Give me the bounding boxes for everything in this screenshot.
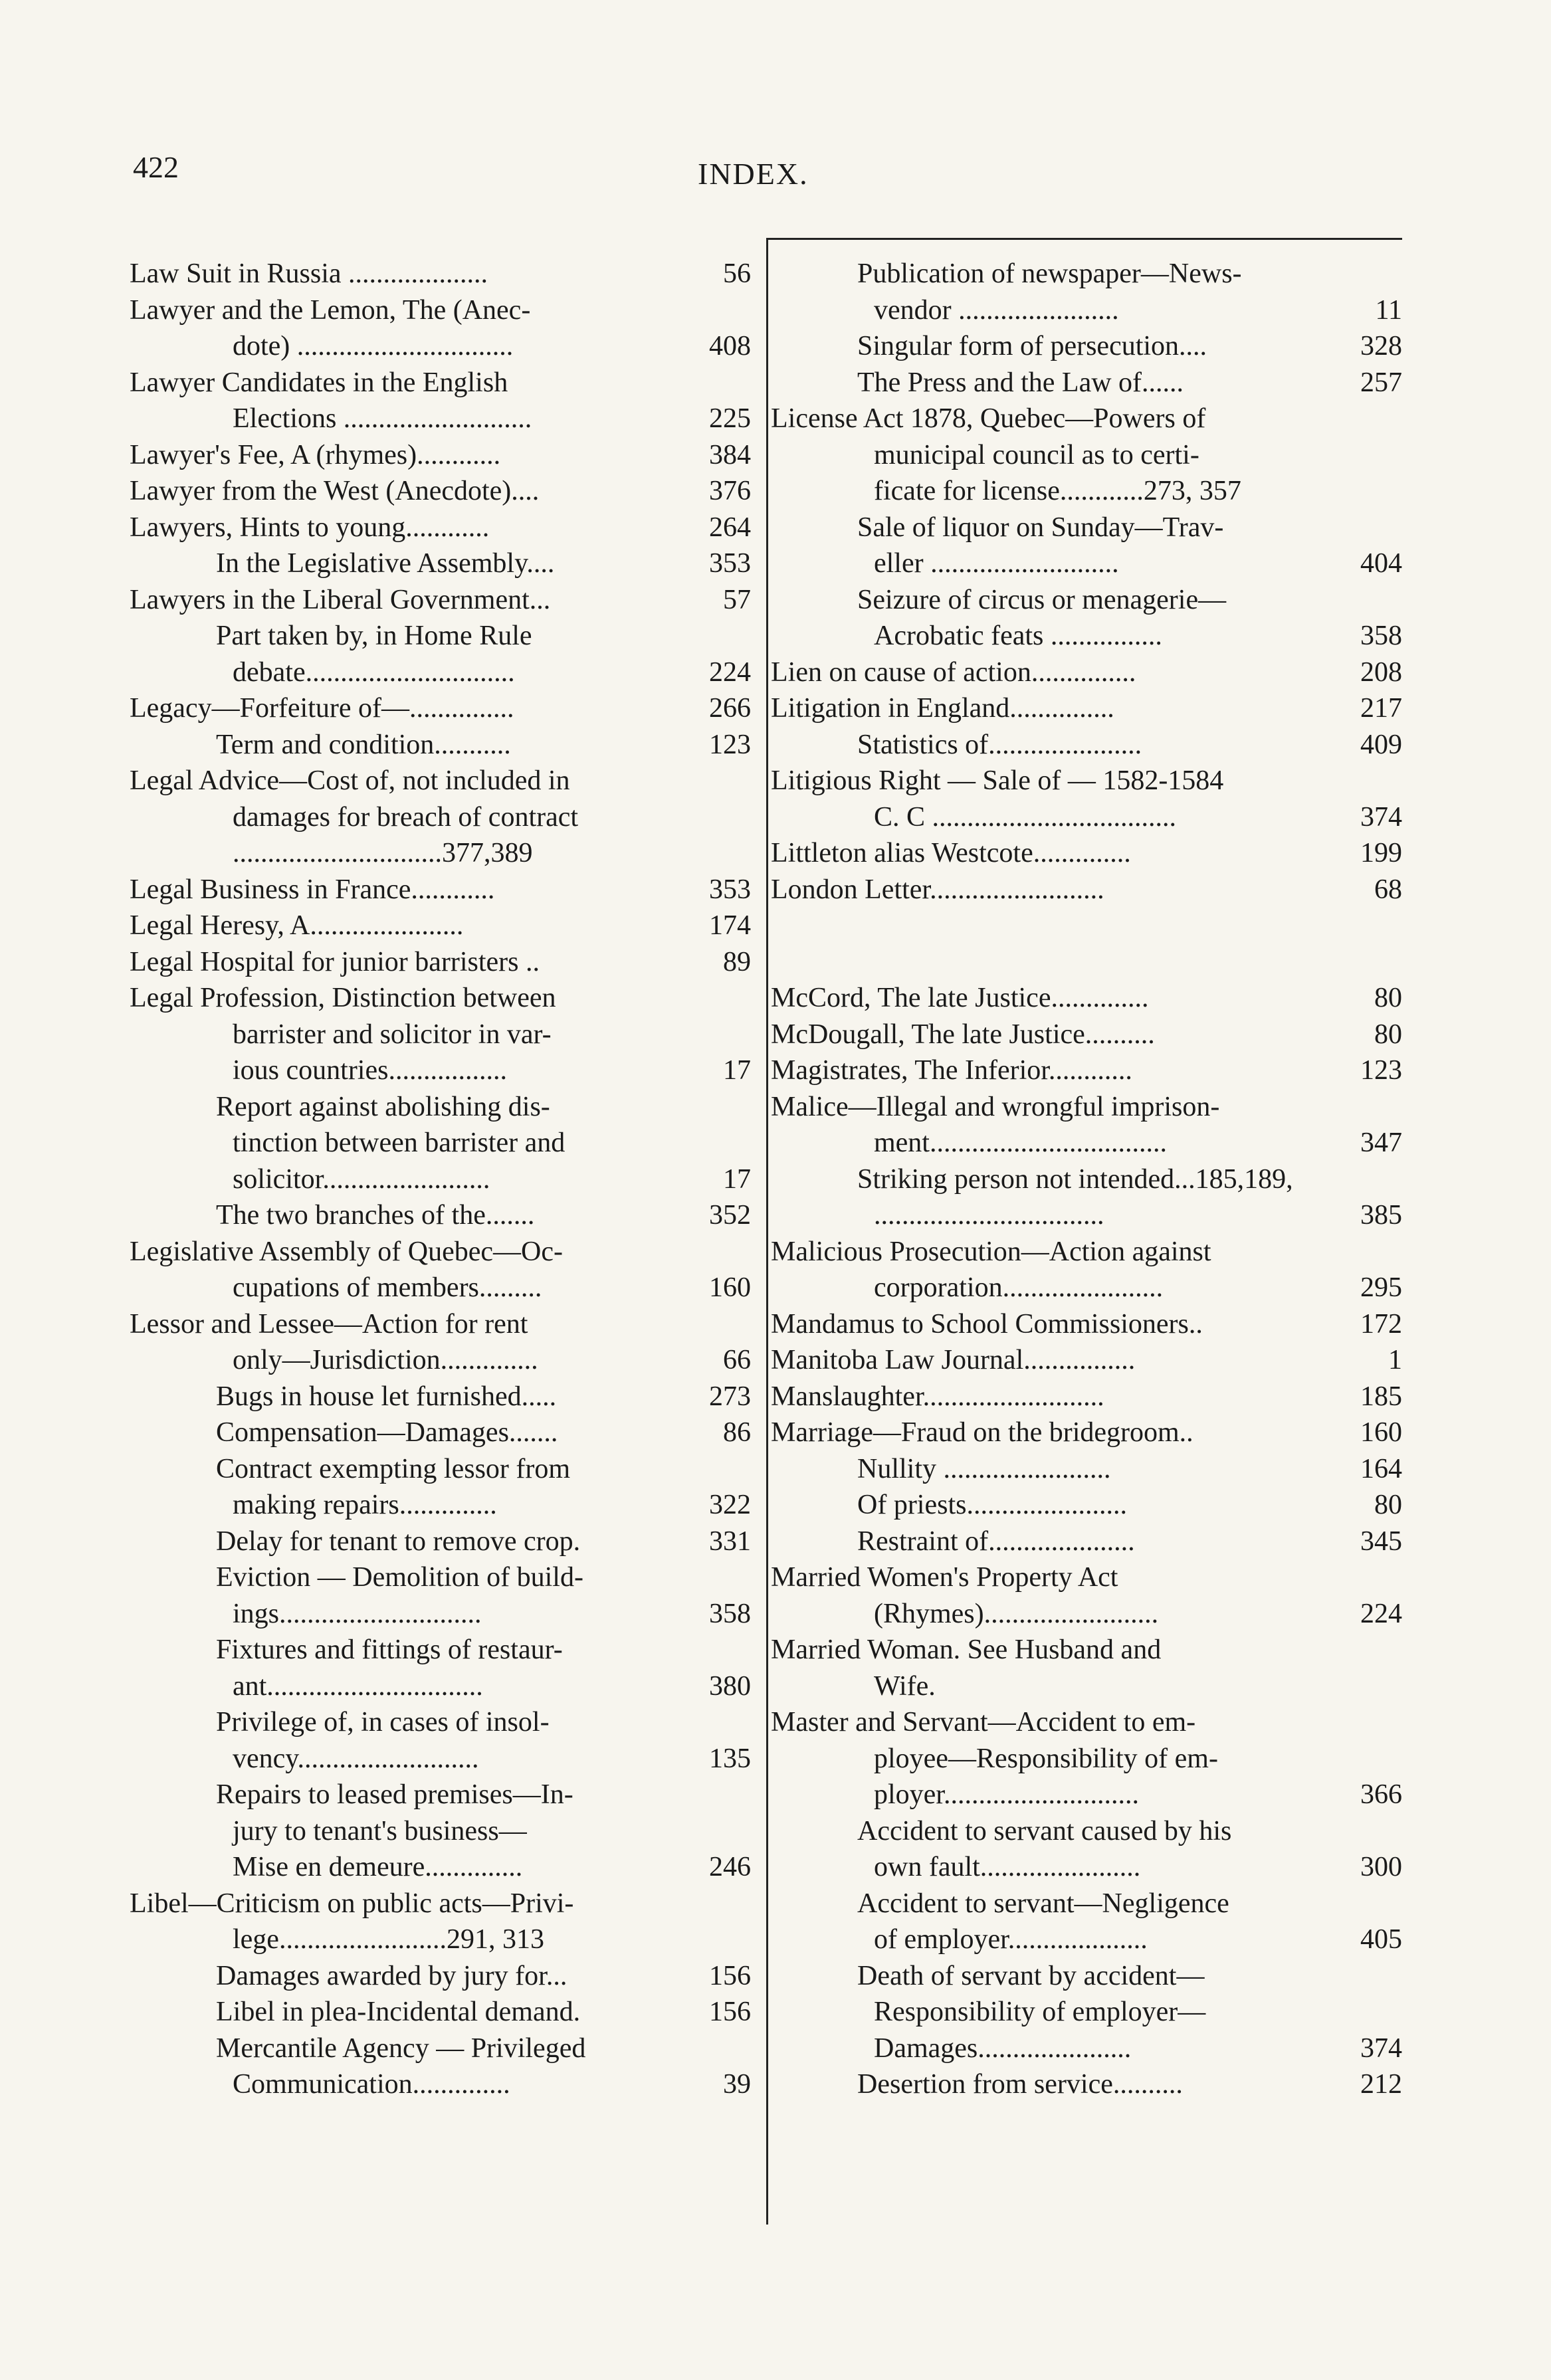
index-entry-line	[130, 1632, 751, 1668]
index-entry-line	[130, 908, 751, 944]
page-reference: 374	[1360, 2033, 1402, 2064]
index-entry-text: Restraint of.....................	[857, 1526, 1135, 1557]
index-entry-text: ment..................................	[874, 1128, 1167, 1158]
page-number: 422	[133, 150, 179, 184]
index-entry-line	[771, 654, 1402, 691]
index-entry-line	[130, 545, 751, 582]
index-entry-line	[771, 1596, 1402, 1633]
page-reference: 80	[1374, 1019, 1402, 1050]
index-entry-line	[130, 1161, 751, 1198]
index-entry-text: Fixtures and fittings of restaur-	[216, 1635, 563, 1665]
page-reference: 224	[709, 656, 751, 688]
index-entry-text: Repairs to leased premises—In-	[216, 1779, 573, 1810]
page-reference: 164	[1360, 1453, 1402, 1484]
page-reference: 80	[1374, 983, 1402, 1013]
index-entry-line	[771, 980, 1402, 1017]
index-entry-text: Lawyer and the Lemon, The (Anec-	[130, 294, 531, 326]
index-entry-text: Singular form of persecution....	[857, 331, 1207, 361]
index-entry-text: jury to tenant's business—	[233, 1815, 527, 1846]
index-entry-line	[771, 1451, 1402, 1488]
index-entry-line	[771, 799, 1402, 836]
page-reference: 384	[709, 439, 751, 470]
index-entry-text: Statistics of......................	[857, 729, 1142, 760]
index-entry-text: Lawyers, Hints to young............	[130, 512, 490, 543]
index-entry-line	[771, 1524, 1402, 1560]
index-entry-text: Legal Heresy, A......................	[130, 910, 464, 941]
index-entry-text: C. C ...................................	[874, 801, 1177, 833]
page-reference: 345	[1360, 1526, 1402, 1557]
index-entry-text: debate..............................	[233, 656, 515, 688]
index-entry-line	[130, 1197, 751, 1234]
index-entry-text: London Letter.........................	[771, 874, 1104, 905]
index-entry-text: Litigious Right — Sale of — 1582-1584	[771, 765, 1224, 796]
index-entry-text: The Press and the Law of......	[857, 367, 1184, 398]
index-entry-line	[130, 1125, 751, 1161]
page-reference: 185	[1360, 1381, 1402, 1412]
index-entry-line	[130, 1596, 751, 1633]
page-reference: 174	[709, 910, 751, 941]
index-entry-text: making repairs..............	[233, 1490, 497, 1520]
index-entry-line	[771, 1777, 1402, 1813]
index-entry-line	[771, 1704, 1402, 1741]
page-reference: 135	[709, 1743, 751, 1774]
index-entry-line	[130, 1741, 751, 1777]
page-reference: 353	[709, 548, 751, 579]
index-entry-text: Seizure of circus or menagerie—	[857, 584, 1227, 615]
page-reference: 123	[1360, 1055, 1402, 1086]
index-entry-text: solicitor........................	[233, 1163, 490, 1195]
index-entry-line	[130, 618, 751, 654]
index-entry-line	[771, 545, 1402, 582]
index-entry-line	[130, 1524, 751, 1560]
index-entry-text: Accident to servant—Negligence	[857, 1888, 1229, 1919]
index-entry-text: municipal council as to certi-	[874, 439, 1199, 470]
index-entry-text: Eviction — Demolition of build-	[216, 1562, 583, 1593]
index-entry-line	[130, 1415, 751, 1451]
page-reference: 123	[709, 729, 751, 760]
page-reference: 408	[709, 331, 751, 361]
index-entry-text: Elections ...........................	[233, 403, 532, 434]
page-reference: 224	[1360, 1598, 1402, 1629]
index-entry-line	[130, 401, 751, 437]
index-entry-line	[771, 1559, 1402, 1596]
index-entry-line	[771, 437, 1402, 474]
index-entry-line	[771, 1197, 1402, 1234]
index-entry-text: Term and condition...........	[216, 729, 511, 760]
page-reference: 80	[1374, 1490, 1402, 1520]
index-entry-line	[130, 1270, 751, 1306]
index-entry-text: Sale of liquor on Sunday—Trav-	[857, 512, 1224, 543]
index-entry-text: Legacy—Forfeiture of—...............	[130, 693, 514, 724]
page-reference: 257	[1360, 367, 1402, 398]
index-entry-line	[130, 1886, 751, 1922]
index-entry-line	[771, 872, 1402, 908]
index-entry-text: Damages awarded by jury for...	[216, 1960, 568, 1991]
index-entry-text: Responsibility of employer—	[874, 1997, 1206, 2027]
page-reference: 17	[723, 1163, 751, 1195]
page-reference: 366	[1360, 1779, 1402, 1810]
index-entry-text: ..............................377,389	[233, 838, 533, 868]
index-entry-text: vendor .......................	[874, 294, 1119, 326]
index-entry-text: Bugs in house let furnished.....	[216, 1381, 557, 1412]
index-entry-line	[771, 1161, 1402, 1198]
index-entry-line	[130, 1704, 751, 1741]
index-entry-line	[130, 690, 751, 727]
index-entry-line	[130, 1777, 751, 1813]
index-entry-text: Lien on cause of action...............	[771, 656, 1136, 688]
index-entry-text: Malice—Illegal and wrongful imprison-	[771, 1091, 1220, 1122]
index-entry-text: ious countries.................	[233, 1055, 507, 1086]
index-entry-text: Mise en demeure..............	[233, 1852, 523, 1882]
index-entry-line	[771, 365, 1402, 401]
page-reference: 57	[723, 584, 751, 615]
index-entry-line	[771, 1958, 1402, 1995]
index-entry-line	[771, 1342, 1402, 1379]
index-entry-line	[771, 2031, 1402, 2067]
index-entry-line	[771, 1994, 1402, 2031]
page-reference: 273	[709, 1381, 751, 1412]
index-entry-text: Report against abolishing dis-	[216, 1091, 550, 1122]
index-entry-line	[771, 1741, 1402, 1777]
index-entry-text: Mandamus to School Commissioners..	[771, 1308, 1203, 1339]
page-reference: 66	[723, 1345, 751, 1375]
index-entry-text: Legal Profession, Distinction between	[130, 983, 556, 1013]
index-entry-line	[771, 328, 1402, 365]
index-entry-text: Littleton alias Westcote..............	[771, 838, 1131, 868]
index-entry-text: Lawyer from the West (Anecdote)....	[130, 476, 540, 506]
page-reference: 199	[1360, 838, 1402, 868]
page-reference: 1	[1388, 1345, 1402, 1375]
page-reference: 404	[1360, 548, 1402, 579]
index-entry-text: Magistrates, The Inferior............	[771, 1055, 1132, 1086]
index-entry-text: own fault.......................	[874, 1852, 1141, 1882]
index-entry-line	[130, 510, 751, 546]
page-reference: 86	[723, 1417, 751, 1448]
page-reference: 17	[723, 1055, 751, 1086]
index-entry-text: Accident to servant caused by his	[857, 1815, 1232, 1846]
index-entry-text: Nullity ........................	[857, 1453, 1111, 1484]
page-reference: 347	[1360, 1128, 1402, 1158]
index-entry-text: Lawyer Candidates in the English	[130, 367, 508, 398]
page-reference: 409	[1360, 729, 1402, 760]
index-entry-line	[130, 980, 751, 1017]
index-entry-text: Acrobatic feats ................	[874, 621, 1162, 651]
index-entry-text: barrister and solicitor in var-	[233, 1019, 552, 1050]
index-entry-text: Master and Servant—Accident to em-	[771, 1707, 1196, 1737]
index-entry-line	[771, 582, 1402, 619]
index-entry-line	[130, 2031, 751, 2067]
index-entry-line	[771, 1125, 1402, 1161]
index-entry-text: Lawyers in the Liberal Government...	[130, 584, 551, 615]
index-entry-text: (Rhymes).........................	[874, 1598, 1159, 1629]
index-entry-line	[130, 727, 751, 763]
page-reference: 300	[1360, 1852, 1402, 1882]
page-reference: 376	[709, 476, 751, 506]
page-reference: 160	[709, 1272, 751, 1303]
index-entry-line	[130, 1234, 751, 1270]
index-entry-line	[771, 1379, 1402, 1415]
page-reference: 225	[709, 403, 751, 434]
index-entry-text: In the Legislative Assembly....	[216, 548, 555, 579]
index-entry-line	[130, 2066, 751, 2103]
index-entry-line	[130, 256, 751, 292]
index-entry-text: vency..........................	[233, 1743, 479, 1774]
index-entry-line	[130, 1849, 751, 1886]
index-entry-line	[771, 1306, 1402, 1343]
index-entry-text: Lawyer's Fee, A (rhymes)............	[130, 439, 501, 470]
index-entry-text: ployee—Responsibility of em-	[874, 1743, 1218, 1774]
index-column-left	[130, 256, 751, 2103]
index-entry-line	[130, 1379, 751, 1415]
index-entry-line	[130, 1994, 751, 2031]
index-entry-line	[771, 1052, 1402, 1089]
page-reference: 328	[1360, 331, 1402, 361]
index-entry-line	[771, 1668, 1402, 1705]
page-reference: 353	[709, 874, 751, 905]
index-entry-line	[130, 1559, 751, 1596]
page-reference: 264	[709, 512, 751, 543]
index-entry-text: ings.............................	[233, 1598, 482, 1629]
page-reference: 352	[709, 1200, 751, 1231]
index-entry-text: Legal Advice—Cost of, not included in	[130, 765, 570, 796]
page-reference: 212	[1360, 2069, 1402, 2100]
index-entry-line	[771, 763, 1402, 799]
index-entry-text: Litigation in England...............	[771, 693, 1114, 724]
index-entry-line	[771, 1089, 1402, 1126]
index-entry-text: Lessor and Lessee—Action for rent	[130, 1308, 528, 1339]
index-entry-text: Damages......................	[874, 2033, 1132, 2064]
page-reference: 295	[1360, 1272, 1402, 1303]
index-entry-line	[771, 292, 1402, 329]
index-entry-line	[771, 1270, 1402, 1306]
index-entry-line	[771, 1487, 1402, 1524]
page-reference: 68	[1374, 874, 1402, 905]
index-entry-text: Malicious Prosecution—Action against	[771, 1236, 1211, 1267]
index-entry-line	[130, 437, 751, 474]
index-entry-text: Mercantile Agency — Privileged	[216, 2033, 586, 2064]
index-entry-text: McCord, The late Justice..............	[771, 983, 1149, 1013]
index-entry-text: Part taken by, in Home Rule	[216, 621, 532, 651]
index-entry-line	[771, 1017, 1402, 1053]
index-entry-line	[771, 1886, 1402, 1922]
index-entry-line	[130, 654, 751, 691]
index-entry-line	[771, 256, 1402, 292]
index-entry-text: Privilege of, in cases of insol-	[216, 1707, 550, 1737]
index-entry-line	[130, 944, 751, 981]
page-title: INDEX.	[698, 157, 809, 191]
index-entry-text: .................................	[874, 1200, 1104, 1231]
index-entry-text: Delay for tenant to remove crop.	[216, 1526, 581, 1557]
index-entry-text: ficate for license............273, 357	[874, 476, 1241, 506]
index-entry-text: cupations of members.........	[233, 1272, 542, 1303]
page-reference: 56	[723, 258, 751, 289]
index-entry-line	[130, 872, 751, 908]
index-entry-text: Striking person not intended...185,189,	[857, 1163, 1293, 1195]
index-entry-line	[130, 1342, 751, 1379]
index-entry-text: Manslaughter..........................	[771, 1381, 1104, 1412]
page-reference: 331	[709, 1526, 751, 1557]
index-entry-text: McDougall, The late Justice..........	[771, 1019, 1155, 1050]
index-entry-text: only—Jurisdiction..............	[233, 1345, 538, 1375]
page-reference: 266	[709, 693, 751, 724]
index-entry-text: Libel in plea-Incidental demand.	[216, 1997, 581, 2027]
index-entry-text: Marriage—Fraud on the bridegroom..	[771, 1417, 1193, 1448]
index-entry-text: License Act 1878, Quebec—Powers of	[771, 403, 1206, 434]
index-entry-line	[771, 1813, 1402, 1850]
index-entry-line	[130, 763, 751, 799]
index-entry-line	[771, 1632, 1402, 1668]
page-reference: 322	[709, 1490, 751, 1520]
index-entry-line	[771, 1415, 1402, 1451]
page-reference: 358	[1360, 621, 1402, 651]
index-entry-line	[130, 1306, 751, 1343]
index-entry-line	[771, 690, 1402, 727]
index-entry-line	[130, 1089, 751, 1126]
index-entry-line	[771, 835, 1402, 872]
header-rule	[768, 238, 1402, 240]
page-reference: 208	[1360, 656, 1402, 688]
index-entry-text: tinction between barrister and	[233, 1128, 566, 1158]
index-entry-line	[771, 401, 1402, 437]
index-entry-text: Manitoba Law Journal................	[771, 1345, 1136, 1375]
column-divider	[766, 238, 768, 2225]
index-entry-text: Married Woman. See Husband and	[771, 1635, 1162, 1665]
index-entry-line	[771, 1922, 1402, 1958]
index-entry-line	[130, 1668, 751, 1705]
page-reference: 156	[709, 1960, 751, 1991]
index-entry-line	[130, 328, 751, 365]
page-reference: 374	[1360, 801, 1402, 833]
index-entry-text: Libel—Criticism on public acts—Privi-	[130, 1888, 574, 1919]
index-entry-text: Legal Business in France............	[130, 874, 495, 905]
index-entry-text: Compensation—Damages.......	[216, 1417, 558, 1448]
index-entry-line	[771, 473, 1402, 510]
index-entry-line	[130, 473, 751, 510]
index-entry-text: Wife.	[874, 1670, 936, 1702]
index-entry-text: dote) ...............................	[233, 331, 514, 361]
index-entry-line	[771, 908, 1402, 944]
page-reference: 160	[1360, 1417, 1402, 1448]
page-reference: 156	[709, 1997, 751, 2027]
index-entry-text: Publication of newspaper—News-	[857, 258, 1242, 289]
index-entry-line	[130, 1813, 751, 1850]
index-entry-line	[771, 618, 1402, 654]
index-entry-line	[130, 1487, 751, 1524]
index-entry-line	[130, 835, 751, 872]
index-entry-line	[771, 510, 1402, 546]
index-entry-text: The two branches of the.......	[216, 1200, 535, 1231]
index-entry-line	[130, 365, 751, 401]
index-entry-text: Desertion from service..........	[857, 2069, 1183, 2100]
page-reference: 385	[1360, 1200, 1402, 1231]
index-entry-line	[771, 727, 1402, 763]
page-reference: 246	[709, 1852, 751, 1882]
index-entry-text: corporation.......................	[874, 1272, 1164, 1303]
index-entry-text: Married Women's Property Act	[771, 1562, 1118, 1593]
index-entry-text: Legal Hospital for junior barristers ..	[130, 946, 540, 977]
index-entry-text: Law Suit in Russia ....................	[130, 258, 488, 289]
index-entry-text: Death of servant by accident—	[857, 1960, 1205, 1991]
index-entry-text: Of priests.......................	[857, 1490, 1127, 1520]
index-entry-line	[771, 1234, 1402, 1270]
index-entry-line	[130, 292, 751, 329]
index-entry-line	[771, 944, 1402, 981]
page-reference: 380	[709, 1670, 751, 1702]
index-entry-text: damages for breach of contract	[233, 801, 579, 833]
page-reference: 405	[1360, 1924, 1402, 1955]
index-entry-text: Legislative Assembly of Quebec—Oc-	[130, 1236, 563, 1267]
index-entry-text: ployer............................	[874, 1779, 1139, 1810]
index-entry-text: ant...............................	[233, 1670, 483, 1702]
page-reference: 358	[709, 1598, 751, 1629]
index-entry-line	[130, 1922, 751, 1958]
index-entry-text: Communication..............	[233, 2069, 510, 2100]
index-entry-line	[130, 1451, 751, 1488]
index-entry-line	[130, 1052, 751, 1089]
page-reference: 217	[1360, 693, 1402, 724]
page-reference: 39	[723, 2069, 751, 2100]
index-entry-text: Contract exempting lessor from	[216, 1453, 571, 1484]
index-entry-line	[130, 799, 751, 836]
page-reference: 11	[1375, 294, 1402, 326]
index-entry-line	[130, 1017, 751, 1053]
index-entry-line	[130, 582, 751, 619]
index-entry-text: of employer....................	[874, 1924, 1148, 1955]
page-reference: 89	[723, 946, 751, 977]
index-column-right	[771, 256, 1402, 2103]
index-entry-line	[771, 1849, 1402, 1886]
index-entry-line	[130, 1958, 751, 1995]
page-reference: 172	[1360, 1308, 1402, 1339]
index-entry-text: lege........................291, 313	[233, 1924, 544, 1955]
index-entry-line	[771, 2066, 1402, 2103]
index-entry-text: eller ...........................	[874, 548, 1119, 579]
